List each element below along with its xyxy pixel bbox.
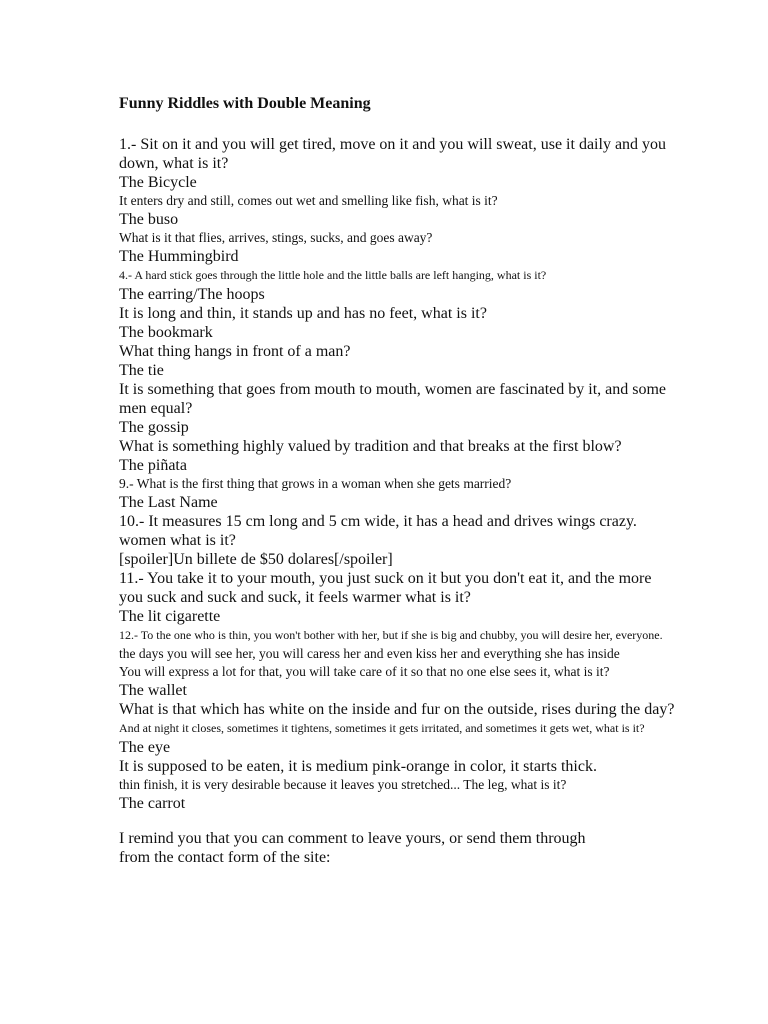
text-line: The Bicycle [119,174,197,191]
text-line: 9.- What is the first thing that grows in a woman when she gets married? [119,476,512,491]
text-line: The earring/The hoops [119,286,265,303]
text-line: [spoiler]Un billete de $50 dolares[/spoiler] [119,551,393,568]
text-line: The carrot [119,795,186,812]
text-line: The Last Name [119,494,218,511]
text-line: And at night it closes, sometimes it tightens, sometimes it gets irritated, and sometimes it gets wet, what is it? [119,721,645,735]
text-line: It enters dry and still, comes out wet and smelling like fish, what is it? [119,193,498,208]
text-line: from the contact form of the site: [119,849,331,866]
text-line: you suck and suck and suck, it feels warmer what is it? [119,589,471,606]
text-line: The eye [119,739,171,756]
text-line: 10.- It measures 15 cm long and 5 cm wide, it has a head and drives wings crazy. [119,513,637,530]
text-line: What is something highly valued by tradition and that breaks at the first blow? [119,438,622,455]
text-line: thin finish, it is very desirable because it leaves you stretched... The leg, what is it? [119,777,567,792]
text-line: women what is it? [119,532,236,549]
text-line: The buso [119,211,179,228]
document-page [119,93,719,867]
text-line: It is something that goes from mouth to mouth, women are fascinated by it, and some [119,381,667,398]
text-line: down, what is it? [119,155,229,172]
text-line: The bookmark [119,324,213,341]
text-line: What is that which has white on the inside and fur on the outside, rises during the day? [119,701,675,718]
text-line: I remind you that you can comment to leave yours, or send them through [119,830,586,847]
text-line: What thing hangs in front of a man? [119,343,351,360]
text-line: The lit cigarette [119,608,221,625]
paragraph-gap [119,813,719,829]
text-line: The gossip [119,419,189,436]
text-line: What is it that flies, arrives, stings, sucks, and goes away? [119,230,433,245]
text-line: men equal? [119,400,193,417]
text-line: 4.- A hard stick goes through the little hole and the little balls are left hanging, what is it? [119,268,547,282]
text-line: The piñata [119,457,187,474]
document-title: Funny Riddles with Double Meaning [119,95,371,112]
text-line: The wallet [119,682,187,699]
text-line: 11.- You take it to your mouth, you just suck on it but you don't eat it, and the more [119,570,652,587]
text-line: 1.- Sit on it and you will get tired, move on it and you will sweat, use it daily and you [119,136,667,153]
text-line: It is supposed to be eaten, it is medium pink-orange in color, it starts thick. [119,758,597,775]
text-line: The tie [119,362,164,379]
text-line: the days you will see her, you will caress her and even kiss her and everything she has inside [119,646,620,661]
text-line: 12.- To the one who is thin, you won't bother with her, but if she is big and chubby, you will desire her, everyone. [119,628,663,642]
text-line: You will express a lot for that, you will take care of it so that no one else sees it, what is it? [119,664,610,679]
text-line: It is long and thin, it stands up and has no feet, what is it? [119,305,487,322]
document-body [119,135,719,867]
text-line: The Hummingbird [119,248,239,265]
